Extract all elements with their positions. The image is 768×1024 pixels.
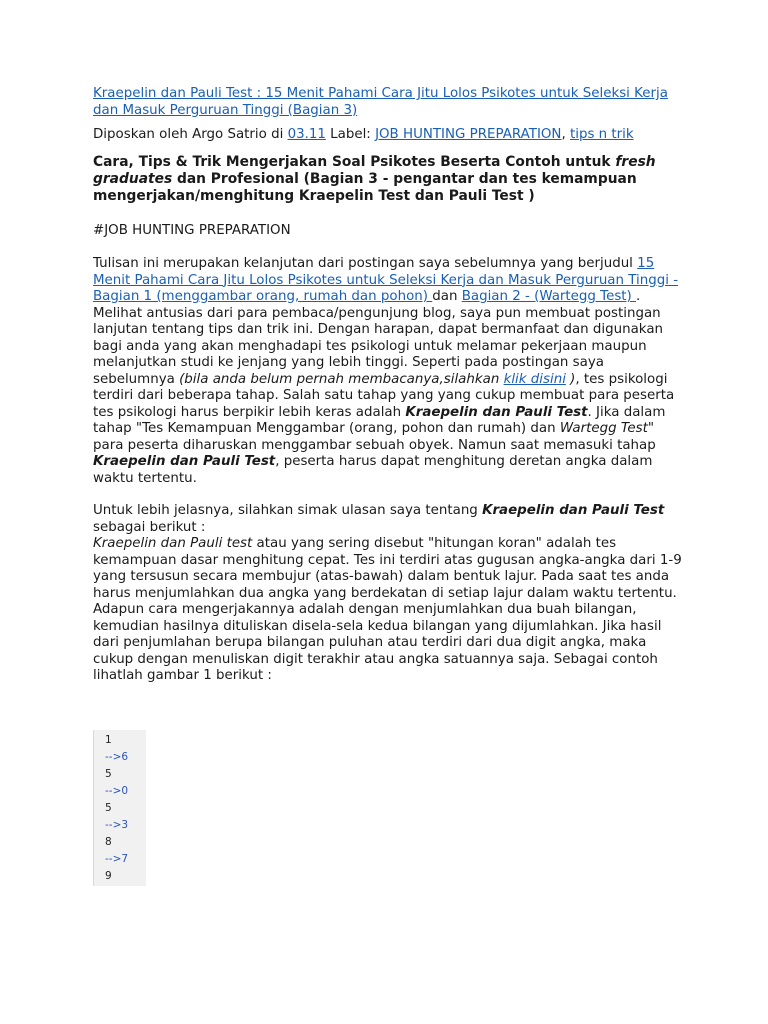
label-separator: , — [561, 127, 570, 142]
label-link-tips[interactable]: tips n trik — [569, 127, 634, 142]
p3-italic: Kraepelin dan Pauli test — [93, 536, 253, 551]
heading-italic: fresh graduates — [93, 153, 656, 187]
figure-row: 5 — [105, 768, 112, 780]
p1-text5: . Jika dalam tahap "Tes Kemampuan Menggambar (orang, pohon dan rumah) dan — [93, 404, 666, 436]
p1-text2: dan — [432, 289, 462, 304]
p3-text: atau yang sering disebut "hitungan koran" adalah tes kemampuan dasar menghitung cepat. Tes ini terdiri atas gugusan angka-angka dari 1-9 yang tersusun secara membujur (atas-bawah) dalam bentuk lajur. Pada saat tes anda harus menjumlahkan dua angka yang berdekatan di setiap lajur dalam waktu tertentu. Adapun cara mengerjakannya adalah dengan menjumlahkan dua buah bilangan, kemudian hasilnya dituliskan disela-sela kedua bilangan yang dijumlahkan. Jika hasil dari penjumlahan berupa bilangan puluhan atau terdiri dari dua digit angka, maka cukup dengan menuliskan digit terakhir atau angka satuannya saja. Sebagai contoh lihatlah gambar 1 berikut : — [93, 536, 682, 683]
p2-text1: Untuk lebih jelasnya, silahkan simak ulasan saya tentang — [93, 503, 483, 518]
heading-part2: dan Profesional (Bagian 3 - pengantar dan tes kemampuan mengerjakan/menghitung Kraepelin Test dan Pauli Test ) — [93, 170, 637, 204]
p1-text6: " para peserta diharuskan menggambar sebuah obyek. Namun saat memasuki tahap — [93, 421, 656, 453]
label-link-job-hunting[interactable]: JOB HUNTING PREPARATION — [375, 127, 562, 142]
p1-text7: , peserta harus dapat menghitung deretan angka dalam waktu tertentu. — [93, 454, 653, 486]
link-bagian-2[interactable]: Bagian 2 - (Wartegg Test) — [461, 289, 637, 304]
post-meta — [93, 127, 683, 144]
p1-italic-wartegg: Wartegg Test — [559, 421, 648, 436]
p1-text1: Tulisan ini merupakan kelanjutan dari postingan saya sebelumnya yang berjudul — [93, 256, 638, 271]
heading-part1: Cara, Tips & Trik Mengerjakan Soal Psikotes Beserta Contoh untuk — [93, 153, 616, 170]
p1-italic1 — [179, 372, 575, 387]
link-bagian-1[interactable]: 15 Menit Pahami Cara Jitu Lolos Psikotes untuk Seleksi Kerja dan Masuk Perguruan Tinggi - Bagian 1 (menggambar orang, rumah dan pohon) — [93, 256, 679, 304]
figure-row: 9 — [105, 870, 112, 882]
intro-paragraph — [93, 256, 683, 487]
p1-bold2: Kraepelin dan Pauli Test — [93, 454, 276, 469]
kraepelin-example-figure — [93, 730, 146, 886]
figure-row: -->6 — [105, 751, 129, 763]
hashtag-line: #JOB HUNTING PREPARATION — [93, 222, 291, 238]
post-title-link[interactable]: Kraepelin dan Pauli Test : 15 Menit Pahami Cara Jitu Lolos Psikotes untuk Seleksi Kerja dan Masuk Perguruan Tinggi (Bagian 3) — [93, 86, 668, 118]
p1-text4: , tes psikologi terdiri dari beberapa tahap. Salah satu tahap yang yang cukup membuat para peserta tes psikologi harus berpikir lebih keras adalah — [93, 371, 675, 420]
figure-row: -->0 — [105, 785, 129, 797]
post-title — [93, 86, 683, 119]
figure-row: 8 — [105, 836, 112, 848]
p2-bold: Kraepelin dan Pauli Test — [482, 503, 665, 518]
posted-by-text: Diposkan oleh Argo Satrio di — [93, 127, 288, 142]
figure-row: -->3 — [105, 819, 129, 831]
p2-text2: sebagai berikut : — [93, 519, 206, 535]
p1-text3: . Melihat antusias dari para pembaca/pengunjung blog, saya pun membuat postingan lanjutan tentang tips dan trik ini. Dengan harapan, dapat bermanfaat dan digunakan bagi anda yang akan menghadapi tes psikologi untuk melamar pekerjaan maupun melanjutkan studi ke jenjang yang lebih tinggi. Seperti pada postingan saya sebelumnya — [93, 289, 664, 387]
figure-row: 5 — [105, 802, 112, 814]
post-time-link[interactable]: 03.11 — [287, 127, 326, 142]
p1-bold1: Kraepelin dan Pauli Test — [405, 404, 588, 420]
p1-italic1-text: (bila anda belum pernah membacanya,silahkan — [179, 371, 504, 387]
third-paragraph — [93, 536, 683, 685]
figure-row: -->7 — [105, 853, 129, 865]
label-prefix: Label: — [325, 127, 376, 142]
p1-italic2-text: ) — [565, 371, 576, 387]
article-body — [93, 86, 683, 685]
link-klik-disini[interactable]: klik disini — [503, 371, 566, 387]
second-paragraph — [93, 503, 683, 536]
article-heading — [93, 154, 683, 205]
figure-row: 1 — [105, 734, 112, 746]
